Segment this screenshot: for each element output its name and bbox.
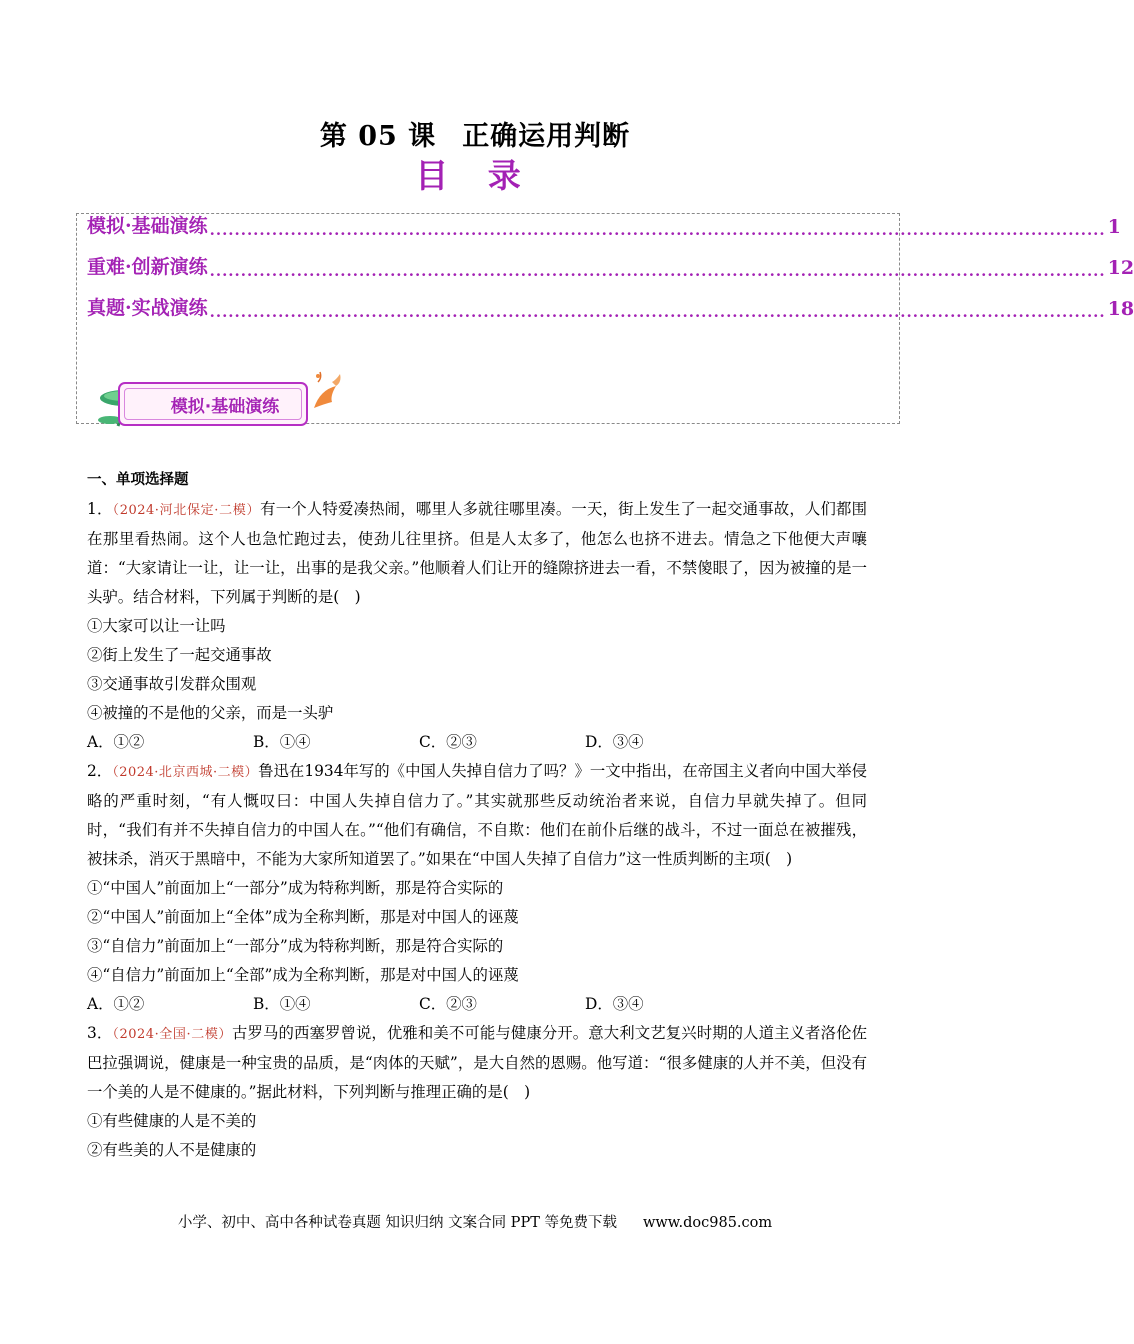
option-b[interactable]: B．①④ [253, 733, 311, 751]
toc-link-innovation[interactable] [87, 253, 1134, 280]
toc-page-number: 18 [1107, 298, 1134, 320]
toc-leader: ................................................................................................................................................ [209, 221, 1106, 239]
question-3 [87, 1019, 867, 1165]
toc-title: 目 录 [415, 156, 535, 195]
question-number: 3． [87, 1024, 113, 1042]
toc-label: 重难·创新演练 [87, 256, 208, 278]
option-d[interactable]: D．③④ [585, 995, 644, 1013]
option-b[interactable]: B．①④ [253, 995, 311, 1013]
statement-item: ①有些健康的人是不美的 [87, 1112, 257, 1130]
question-source: （2024·北京西城·二模） [112, 765, 259, 780]
question-stem [87, 757, 867, 874]
statement-item: ③“自信力”前面加上“一部分”成为特称判断，那是符合实际的 [87, 937, 504, 955]
koi-fish-icon [306, 368, 346, 412]
footer-text: 小学、初中、高中各种试卷真题 知识归纳 文案合同 PPT 等免费下载 [177, 1215, 617, 1231]
statement-item: ②街上发生了一起交通事故 [87, 646, 272, 664]
question-stem [87, 495, 867, 612]
page-footer [0, 1211, 950, 1232]
question-text: 古罗马的西塞罗曾说，优雅和美不可能与健康分开。意大利文艺复兴时期的人道主义者洛伦佐巴拉强调说，健康是一种宝贵的品质，是“肉体的天赋”，是大自然的恩赐。他写道：“很多健康的人并不美，但没有一个美的人是不健康的。”据此材料，下列判断与推理正确的是( ) [87, 1024, 867, 1101]
page-title [0, 114, 950, 153]
section-banner-label: 模拟·基础演练 [124, 388, 302, 420]
option-a[interactable]: A．①② [87, 995, 145, 1013]
question-1 [87, 495, 867, 757]
statement-item: ①大家可以让一让吗 [87, 617, 226, 635]
question-source: （2024·河北保定·二模） [112, 503, 261, 518]
question-content [87, 468, 867, 1165]
option-c[interactable]: C．②③ [419, 733, 477, 751]
statement-item: ②“中国人”前面加上“全体”成为全称判断，那是对中国人的诬蔑 [87, 908, 519, 926]
toc-label: 真题·实战演练 [87, 297, 208, 319]
question-source: （2024·全国·二模） [112, 1027, 233, 1042]
answer-options [87, 990, 867, 1019]
lesson-topic: 正确运用判断 [462, 121, 631, 152]
question-number: 2． [87, 762, 113, 780]
toc-leader: ................................................................................................................................................ [209, 303, 1106, 321]
section-banner [118, 382, 308, 426]
toc-link-real-exam[interactable] [87, 294, 1134, 321]
option-c[interactable]: C．②③ [419, 995, 477, 1013]
statement-item: ④“自信力”前面加上“全部”成为全称判断，那是对中国人的诬蔑 [87, 966, 519, 984]
option-d[interactable]: D．③④ [585, 733, 644, 751]
statement-item: ①“中国人”前面加上“一部分”成为特称判断，那是符合实际的 [87, 879, 504, 897]
footer-link[interactable]: www.doc985.com [642, 1215, 773, 1231]
toc-page-number: 1 [1107, 216, 1121, 238]
statement-item: ②有些美的人不是健康的 [87, 1141, 257, 1159]
question-text: 鲁迅在1934年写的《中国人失掉自信力了吗？》一文中指出，在帝国主义者向中国大举侵略的严重时刻，“有人慨叹曰：中国人失掉自信力了。”其实就那些反动统治者来说，自信力早就失掉了。但同时，“我们有并不失掉自信力的中国人在。”“他们有确信，不自欺：他们在前仆后继的战斗，不过一面总在被摧残，被抹杀，消灭于黑暗中，不能为大家所知道罢了。”如果在“中国人失掉了自信力”这一性质判断的主项( ) [87, 762, 867, 868]
question-number: 1． [87, 500, 113, 518]
toc-link-basic[interactable] [87, 212, 1121, 239]
question-text: 有一个人特爱凑热闹，哪里人多就往哪里凑。一天，街上发生了一起交通事故，人们都围在那里看热闹。这个人也急忙跑过去，使劲儿往里挤。但是人太多了，他怎么也挤不进去。情急之下他便大声嚷道：“大家请让一让，让一让，出事的是我父亲。”他顺着人们让开的缝隙挤进去一看，不禁傻眼了，因为被撞的是一头驴。结合材料，下列属于判断的是( ) [87, 500, 867, 606]
question-stem [87, 1019, 867, 1107]
answer-options [87, 728, 867, 757]
toc-leader: ................................................................................................................................................ [209, 262, 1106, 280]
toc-page-number: 12 [1107, 257, 1134, 279]
toc-label: 模拟·基础演练 [87, 215, 208, 237]
lesson-number: 第 05 课 [319, 121, 437, 152]
statement-item: ④被撞的不是他的父亲，而是一头驴 [87, 704, 334, 722]
option-a[interactable]: A．①② [87, 733, 145, 751]
section-heading: 一、单项选择题 [87, 471, 189, 488]
question-2 [87, 757, 867, 1019]
statement-item: ③交通事故引发群众围观 [87, 675, 257, 693]
